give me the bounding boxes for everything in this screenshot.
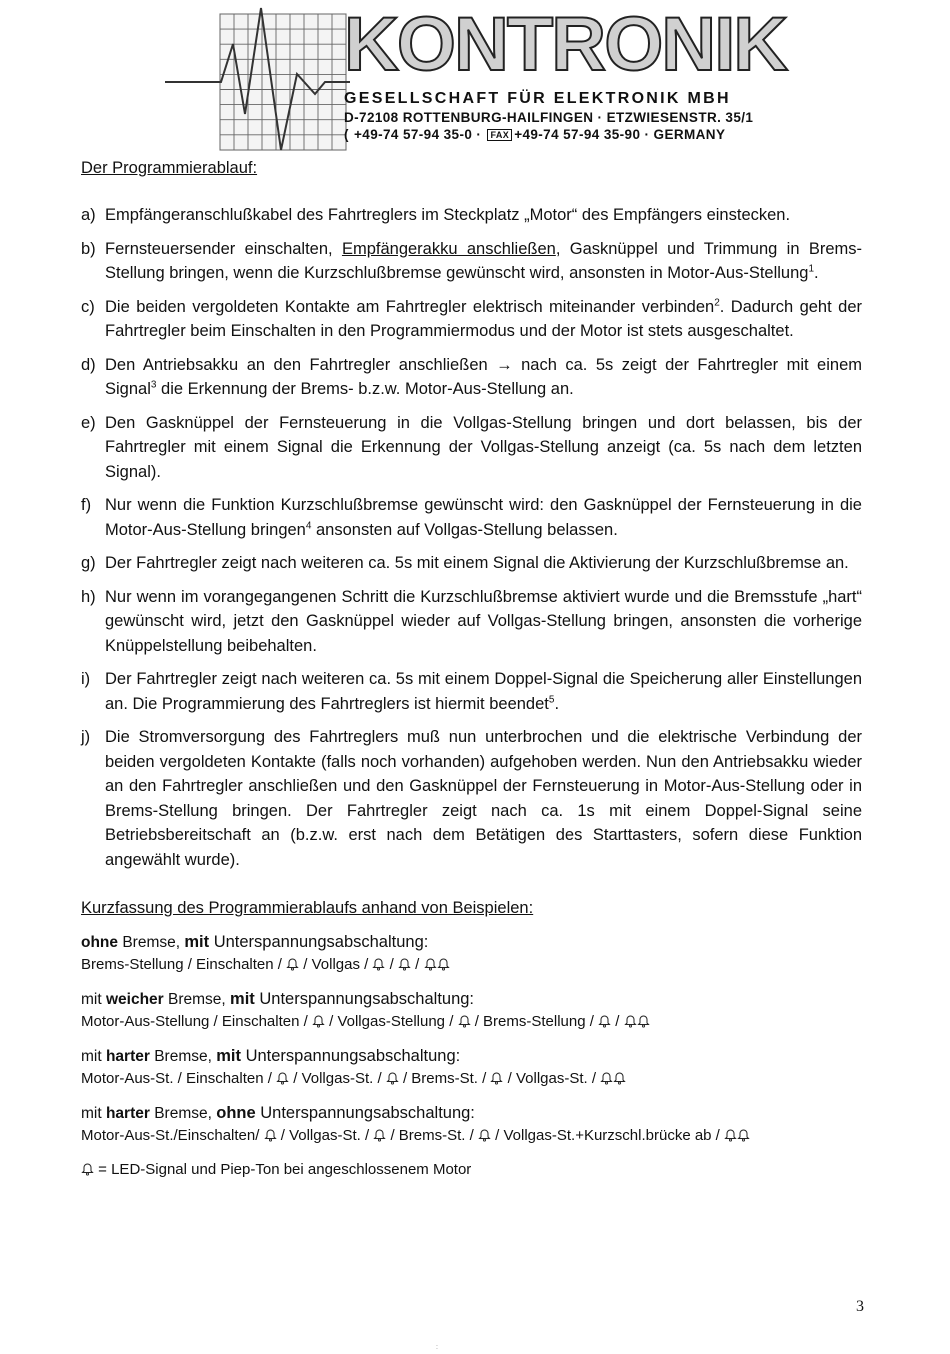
step-pre: Nur wenn die Funktion Kurzschlußbremse gewünscht wird: den Gasknüppel der Fernsteuerung in die Motor-Aus-Stellung bringen bbox=[105, 496, 862, 539]
sequence-text: / Brems-St. / bbox=[386, 1127, 478, 1144]
example-heading-part: mit bbox=[216, 1047, 241, 1065]
example-heading-part: Unterspannungsabschaltung: bbox=[255, 1104, 475, 1122]
fax-label: FAX bbox=[487, 129, 512, 141]
example-sequence bbox=[81, 1125, 862, 1147]
phone-number: +49-74 57-94 35-0 · bbox=[354, 127, 482, 142]
step-marker: i) bbox=[81, 670, 91, 688]
bell-icon bbox=[424, 956, 437, 970]
bell-icon bbox=[478, 1127, 491, 1141]
step-sup: 1 bbox=[808, 263, 815, 275]
example-heading-part: Bremse, bbox=[118, 934, 185, 951]
step-item bbox=[81, 295, 862, 344]
step-end: . bbox=[814, 264, 819, 282]
contact-line bbox=[344, 127, 725, 142]
example-block bbox=[81, 931, 862, 976]
step-marker: j) bbox=[81, 728, 91, 746]
step-text: Nur wenn im vorangegangenen Schritt die Kurzschlußbremse aktiviert wurde und die Bremsstufe „hart“ gewünscht wird, jetzt den Gasknüppel wieder auf Vollgas-Stellung bringen, ansonsten die vorherige Knüppelstellung beibehalten. bbox=[105, 587, 862, 655]
bell-icon bbox=[724, 1127, 737, 1141]
step-marker: h) bbox=[81, 587, 96, 606]
example-heading bbox=[81, 1102, 862, 1125]
step-marker: b) bbox=[81, 239, 96, 258]
example-heading-part: Bremse, bbox=[163, 991, 231, 1008]
bell-icon bbox=[458, 1013, 471, 1027]
summary-title: Kurzfassung des Programmierablaufs anhand von Beispielen: bbox=[81, 899, 534, 917]
bell-icon bbox=[81, 1161, 94, 1175]
bell-icon bbox=[624, 1013, 637, 1027]
sequence-text: / Vollgas-St. / bbox=[276, 1127, 374, 1144]
sequence-text: Motor-Aus-Stellung / Einschalten / bbox=[81, 1013, 312, 1030]
step-sup: 3 bbox=[150, 379, 157, 391]
bell-icon bbox=[264, 1127, 277, 1141]
step-text: Den Gasknüppel der Fernsteuerung in die Vollgas-Stellung bringen und dort belassen, bis der Fahrtregler mit einem Signal die Erkennung der Vollgas-Stellung anzeigt (ca. 5s nach dem letzten Signal). bbox=[105, 413, 862, 481]
bell-icon bbox=[737, 1127, 750, 1141]
step-marker: a) bbox=[81, 206, 96, 224]
example-heading bbox=[81, 988, 862, 1011]
bell-icon bbox=[372, 956, 385, 970]
example-sequence bbox=[81, 954, 862, 976]
step-end: ansonsten auf Vollgas-Stellung belassen. bbox=[311, 520, 618, 539]
brand-name: KONTRONIK bbox=[344, 2, 787, 87]
sequence-text: / Vollgas-Stellung / bbox=[324, 1013, 458, 1030]
step-text: Die Stromversorgung des Fahrtreglers muß nun unterbrochen und die elektrische Verbindung der beiden vergoldeten Kontakte (falls noch vorhanden) aufgehoben werden. Nun den Antriebsakku wieder an den Fahrtregler anschließen und den Gasknüppel der Fernsteuerung in Motor-Aus-Stellung oder in Brems-Stellung bringen. Der Fahrtregler zeigt nach ca. 1s mit einem Doppel-Signal seine Betriebsbereitschaft an (b.z.w. erst nach dem Betätigen des Starttasters, sofern diese Funktion angewählt wurde). bbox=[105, 728, 862, 869]
bell-icon bbox=[490, 1070, 503, 1084]
sequence-text: / Vollgas-St. / bbox=[289, 1070, 386, 1087]
example-heading-part: harter bbox=[105, 1048, 150, 1065]
sequence-text: / bbox=[611, 1013, 624, 1030]
legend bbox=[81, 1159, 862, 1181]
step-end: . bbox=[554, 694, 560, 713]
example-heading-part: Unterspannungsabschaltung: bbox=[209, 933, 429, 951]
example-heading-part: mit bbox=[230, 990, 255, 1008]
step-item bbox=[81, 353, 862, 402]
step-end: . Dadurch geht der Fahrtregler beim Einschalten in den Programmiermodus und der Motor ist stets ausgeschaltet. bbox=[105, 297, 862, 340]
step-marker: f) bbox=[81, 496, 92, 514]
step-item bbox=[81, 203, 862, 228]
sequence-text: / Brems-Stellung / bbox=[470, 1013, 599, 1030]
bell-icon bbox=[437, 956, 450, 970]
step-pre: Die beiden vergoldeten Kontakte am Fahrtregler elektrisch miteinander verbinden bbox=[105, 297, 715, 316]
bell-icon bbox=[598, 1013, 611, 1027]
step-text: Der Fahrtregler zeigt nach weiteren ca. 5s mit einem Signal die Aktivierung der Kurzschlußbremse an. bbox=[105, 554, 849, 572]
step-item bbox=[81, 725, 862, 872]
step-item bbox=[81, 493, 862, 542]
step-marker: e) bbox=[81, 413, 96, 432]
example-heading bbox=[81, 931, 862, 954]
fax-number: +49-74 57-94 35-90 · GERMANY bbox=[514, 127, 726, 142]
example-heading-part: ohne bbox=[216, 1104, 256, 1122]
sequence-text: / Vollgas / bbox=[299, 956, 373, 973]
step-end: die Erkennung der Brems- b.z.w. Motor-Aus-Stellung an. bbox=[156, 380, 574, 398]
step-item bbox=[81, 411, 862, 485]
example-heading bbox=[81, 1045, 862, 1068]
step-pre: Fernsteuersender einschalten, bbox=[105, 239, 342, 258]
step-marker: g) bbox=[81, 554, 96, 572]
example-heading-part: Bremse, bbox=[149, 1105, 217, 1122]
example-heading-part: mit bbox=[184, 933, 210, 951]
example-heading-part: Bremse, bbox=[149, 1048, 217, 1065]
example-heading-part: mit bbox=[81, 1105, 106, 1122]
sequence-text: / Brems-St. / bbox=[398, 1070, 491, 1087]
step-item bbox=[81, 667, 862, 716]
example-sequence bbox=[81, 1011, 862, 1033]
sequence-text: / Vollgas-St.+Kurzschl.brücke ab / bbox=[490, 1127, 725, 1144]
sequence-text: Brems-Stellung / Einschalten / bbox=[81, 956, 287, 973]
step-sup: 2 bbox=[714, 297, 720, 308]
bell-icon bbox=[600, 1070, 613, 1084]
example-heading-part: mit bbox=[81, 1048, 106, 1065]
bell-icon bbox=[373, 1127, 386, 1141]
step-pre: Den Antriebsakku an den Fahrtregler anschließen → nach ca. 5s zeigt der Fahrtregler mit einem Signal bbox=[105, 355, 862, 398]
examples-list bbox=[81, 931, 862, 1147]
example-heading-part: Unterspannungsabschaltung: bbox=[254, 990, 475, 1008]
sequence-text: Motor-Aus-St./Einschalten/ bbox=[81, 1127, 264, 1144]
letterhead bbox=[0, 0, 950, 160]
page-number: 3 bbox=[856, 1298, 864, 1315]
sequence-text: / bbox=[385, 956, 398, 973]
bell-icon bbox=[312, 1013, 325, 1027]
sequence-text: Motor-Aus-St. / Einschalten / bbox=[81, 1070, 277, 1087]
step-item bbox=[81, 237, 862, 286]
step-underlined: Empfängerakku anschließen bbox=[341, 239, 556, 258]
bell-icon bbox=[398, 956, 411, 970]
step-marker: d) bbox=[81, 355, 96, 374]
example-heading-part: weicher bbox=[105, 991, 164, 1008]
step-item bbox=[81, 585, 862, 659]
section-title: Der Programmierablauf: bbox=[81, 159, 258, 177]
step-post: , Gasknüppel und Trimmung in Brems-Stellung bringen, wenn die Kurzschlußbremse gewünscht wird, ansonsten in Motor-Aus-Stellung bbox=[105, 239, 862, 282]
example-heading-part: mit bbox=[81, 991, 106, 1008]
bell-icon bbox=[613, 1070, 626, 1084]
example-heading-part: Unterspannungsabschaltung: bbox=[240, 1047, 461, 1065]
bell-icon bbox=[286, 956, 299, 970]
step-marker: c) bbox=[81, 297, 95, 316]
example-heading-part: ohne bbox=[81, 934, 119, 951]
programming-steps bbox=[81, 203, 862, 872]
step-sup: 4 bbox=[305, 520, 312, 531]
sequence-text: / Vollgas-St. / bbox=[503, 1070, 601, 1087]
company-name: GESELLSCHAFT FÜR ELEKTRONIK MBH bbox=[344, 90, 731, 107]
grid-pulse-logo-icon bbox=[165, 4, 350, 154]
bell-icon bbox=[637, 1013, 650, 1027]
step-text: Empfängeranschlußkabel des Fahrtreglers im Steckplatz „Motor“ des Empfängers einstecken. bbox=[105, 206, 791, 224]
example-block bbox=[81, 1045, 862, 1090]
document-body bbox=[81, 158, 862, 1181]
example-block bbox=[81, 1102, 862, 1147]
step-sup: 5 bbox=[548, 694, 555, 705]
sequence-text: / bbox=[410, 956, 424, 973]
bell-icon bbox=[276, 1070, 289, 1084]
example-block bbox=[81, 988, 862, 1033]
company-address: D-72108 ROTTENBURG-HAILFINGEN · ETZWIESENSTR. 35/1 bbox=[344, 110, 754, 125]
example-sequence bbox=[81, 1068, 862, 1090]
legend-text: = LED-Signal und Piep-Ton bei angeschlossenem Motor bbox=[94, 1161, 472, 1178]
phone-icon: ( bbox=[344, 127, 349, 142]
step-item bbox=[81, 551, 862, 576]
bell-icon bbox=[386, 1070, 399, 1084]
step-pre: Der Fahrtregler zeigt nach weiteren ca. 5s mit einem Doppel-Signal die Speicherung aller Einstellungen an. Die Programmierung des Fahrtreglers ist hiermit beendet bbox=[105, 670, 862, 713]
footer-mark: : bbox=[436, 1344, 438, 1351]
example-heading-part: harter bbox=[105, 1105, 150, 1122]
